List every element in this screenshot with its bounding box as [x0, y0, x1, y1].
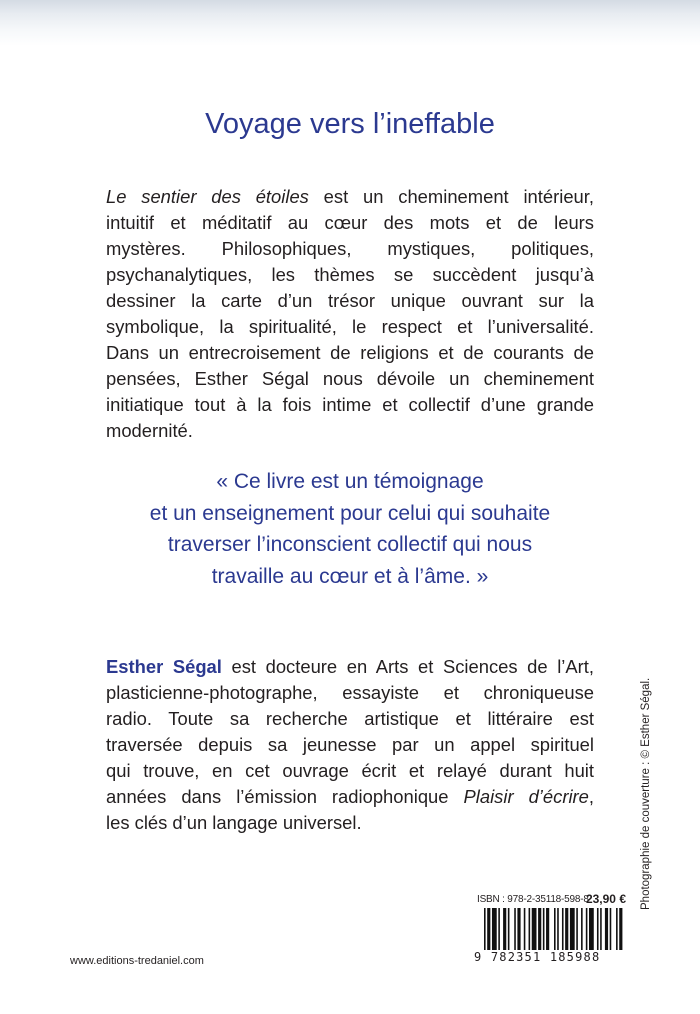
author-bio	[106, 654, 594, 836]
bio-line-text: années dans l’émission radiophonique	[106, 786, 464, 807]
intro-line: modernité.	[106, 420, 193, 441]
isbn-number: ISBN : 978-2-35118-598-8	[477, 894, 589, 905]
bio-line	[106, 784, 594, 810]
bio-line: les clés d’un langage universel.	[106, 812, 362, 833]
radio-show-title: Plaisir d’écrire	[463, 786, 589, 807]
bio-line: qui trouve, en cet ouvrage écrit et relayé durant huit	[106, 760, 594, 781]
ean-digits: 9 782351 185988	[474, 950, 601, 964]
pull-quote	[0, 466, 700, 592]
quote-line: et un enseignement pour celui qui souhaite	[149, 501, 551, 525]
bio-line-text: est docteure en Arts et Sciences de l’Art,	[221, 656, 594, 677]
quote-line: travaille au cœur et à l’âme. »	[211, 564, 489, 588]
isbn-row	[474, 890, 626, 906]
intro-line: symbolique, la spiritualité, le respect et l’universalité.	[106, 316, 594, 337]
bio-line-text: ,	[588, 786, 595, 807]
author-name: Esther Ségal	[106, 656, 222, 677]
intro-line: dessiner la carte d’un trésor unique ouvrant sur la	[106, 290, 594, 311]
intro-paragraph	[106, 184, 594, 444]
intro-line: mystères. Philosophiques, mystiques, politiques,	[106, 238, 594, 259]
intro-line: psychanalytiques, les thèmes se succèdent jusqu’à	[106, 264, 594, 285]
bio-line: radio. Toute sa recherche artistique et littéraire est	[106, 708, 594, 729]
intro-line	[106, 184, 594, 210]
price-tag: 23,90 €	[585, 892, 626, 906]
intro-line-text: est un cheminement intérieur,	[308, 186, 594, 207]
intro-line: Dans un entrecroisement de religions et de courants de	[106, 342, 594, 363]
barcode-bars	[484, 908, 624, 950]
quote-line: « Ce livre est un témoignage	[216, 470, 484, 493]
quote-line: traverser l’inconscient collectif qui nous	[167, 533, 533, 556]
intro-line: initiatique tout à la fois intime et collectif d’une grande	[106, 394, 594, 415]
intro-line: intuitif et méditatif au cœur des mots et de leurs	[106, 212, 594, 233]
bio-line: plasticienne-photographe, essayiste et chroniqueuse	[106, 682, 594, 703]
publisher-website[interactable]: www.editions-tredaniel.com	[70, 955, 204, 967]
barcode-block	[474, 890, 626, 962]
photo-credit: Photographie de couverture : © Esther Ségal.	[640, 677, 652, 910]
bio-line	[106, 654, 594, 680]
bio-line: traversée depuis sa jeunesse par un appel spirituel	[106, 734, 594, 755]
book-title-italic: Le sentier des étoiles	[106, 186, 309, 207]
back-cover-title: Voyage vers l’ineffable	[205, 108, 495, 140]
intro-line: pensées, Esther Ségal nous dévoile un cheminement	[106, 368, 594, 389]
